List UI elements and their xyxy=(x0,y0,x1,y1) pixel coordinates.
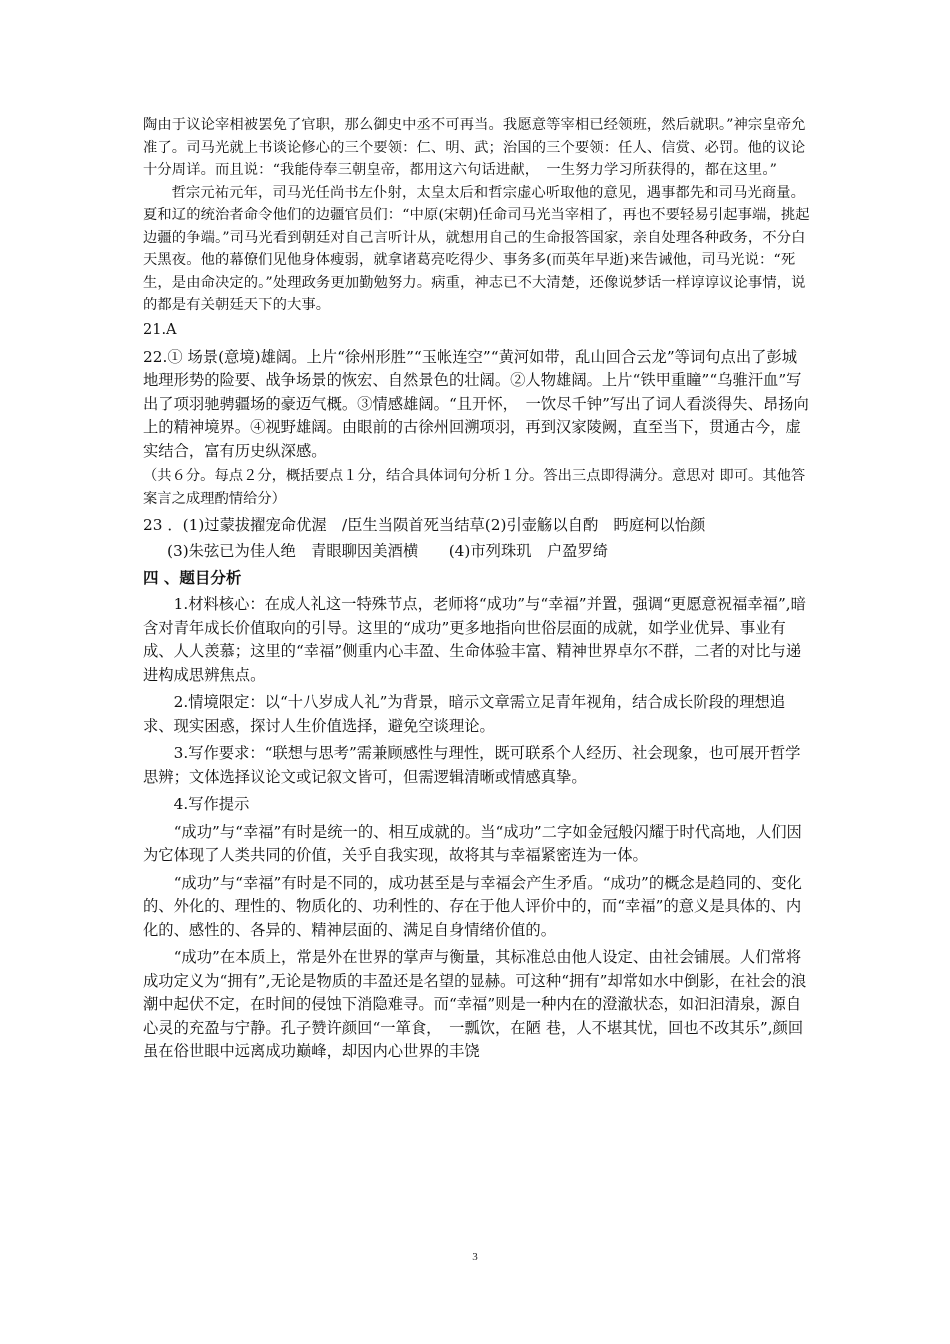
analysis-point-3: 3.写作要求：“联想与思考”需兼顾感性与理性，既可联系个人经历、社会现象，也可展开哲学思辨；文体选择议论文或记叙文皆可，但需逻辑清晰或情感真挚。 xyxy=(143,744,801,786)
page-number: 3 xyxy=(472,1251,478,1263)
answer-22: 22.① 场景(意境)雄阔。上片“徐州形胜”“玉帐连空”“黄河如带，乱山回合云龙”等词句点出了彭城地理形势的险要、战争场景的恢宏、自然景色的壮阔。②人物雄阔。上片“铁甲重瞳”“乌骓汗血”写出了项羽驰骋疆场的豪迈气概。③情感雄阔。“且开怀， 一饮尽千钟”写出了词人看淡得失、昂扬向上的精神境界。④视野雄阔。由眼前的古徐州回溯项羽，再到汉家陵阙，直至当下，贯通古今，虚实结合，富有历史纵深感。 xyxy=(143,347,809,460)
writing-hint-3: “成功”在本质上，常是外在世界的掌声与衡量，其标准总由他人设定、由社会铺展。人们常将成功定义为“拥有”,无论是物质的丰盈还是名望的显赫。可这种“拥有”却常如水中倒影，在社会的浪潮中起伏不定，在时间的侵蚀下消隐难寻。而“幸福”则是一种内在的澄澈状态，如汩汩清泉，源自心灵的充盈与宁静。孔子赞许颜回“一箪食， 一瓢饮，在陋 巷，人不堪其忧，回也不改其乐”,颜回虽在俗世眼中远离成功巅峰，却因内心世界的丰饶 xyxy=(143,948,807,1060)
translation-paragraph-2: 哲宗元祐元年，司马光任尚书左仆射，太皇太后和哲宗虚心听取他的意见，遇事都先和司马光商量。夏和辽的统治者命令他们的边疆官员们：“中原(宋朝)任命司马光当宰相了，再也不要轻易引起事端，挑起边疆的争端。”司马光看到朝廷对自己言听计从，就想用自己的生命报答国家，亲自处理各种政务，不分白天黑夜。他的幕僚们见他身体瘦弱，就拿诸葛亮吃得少、事务多(而英年早逝)来告诫他，司马光说：“死生，是由命决定的。”处理政务更加勤勉努力。病重，神志已不大清楚，还像说梦话一样谆谆议论事情，说的都是有关朝廷天下的大事。 xyxy=(143,184,810,313)
analysis-point-2: 2.情境限定：以“十八岁成人礼”为背景，暗示文章需立足青年视角，结合成长阶段的理想追求、现实困惑，探讨人生价值选择，避免空谈理论。 xyxy=(143,693,786,735)
writing-hint-2: “成功”与“幸福”有时是不同的，成功甚至是与幸福会产生矛盾。“成功”的概念是趋同的、变化的、外化的、理性的、物质化的、功利性的、存在于他人评价中的，而“幸福”的意义是具体的、内化的、感性的、各异的、精神层面的、满足自身情绪价值的。 xyxy=(143,873,802,939)
answer-23-line-2: (3)朱弦已为佳人绝 青眼聊因美酒横 (4)市列珠玑 户盈罗绮 xyxy=(167,542,609,560)
analysis-point-4: 4.写作提示 xyxy=(173,795,250,813)
analysis-point-1: 1.材料核心：在成人礼这一特殊节点，老师将“成功”与“幸福”并置，强调“更愿意祝福幸福”,暗含对青年成长价值取向的引导。这里的“成功”更多地指向世俗层面的成就，如学业优异、事业有成、人人羡慕；这里的“幸福”侧重内心丰盈、生命体验丰富、精神世界卓尔不群，二者的对比与递进构成思辨焦点。 xyxy=(143,595,806,684)
writing-hint-1: “成功”与“幸福”有时是统一的、相互成就的。当“成功”二字如金冠般闪耀于时代高地，人们因为它体现了人类共同的价值，关乎自我实现，故将其与幸福紧密连为一体。 xyxy=(143,822,802,864)
answer-21: 21.A xyxy=(143,321,177,338)
page-content xyxy=(143,114,810,1064)
translation-paragraph-1: 陶由于议论宰相被罢免了官职，那么御史中丞不可再当。我愿意等宰相已经领班，然后就职。”神宗皇帝允准了。司马光就上书谈论修心的三个要领：仁、明、武；治国的三个要领：任人、信赏、必罚。他的议论十分周详。而且说：“我能侍奉三朝皇帝，都用这六句话进献， 一生努力学习所获得的，都在这里。” xyxy=(143,117,806,178)
section-title: 四 、题目分析 xyxy=(143,569,242,587)
answer-22-scoring-note: （共６分。每点２分，概括要点１分，结合具体词句分析１分。答出三点即得满分。意思对 即可。其他答案言之成理酌情给分） xyxy=(143,468,806,507)
answer-23-line-1: 23 ．(1)过蒙拔擢宠命优渥 /臣生当陨首死当结草(2)引壶觞以自酌 眄庭柯以怡颜 xyxy=(143,516,706,534)
